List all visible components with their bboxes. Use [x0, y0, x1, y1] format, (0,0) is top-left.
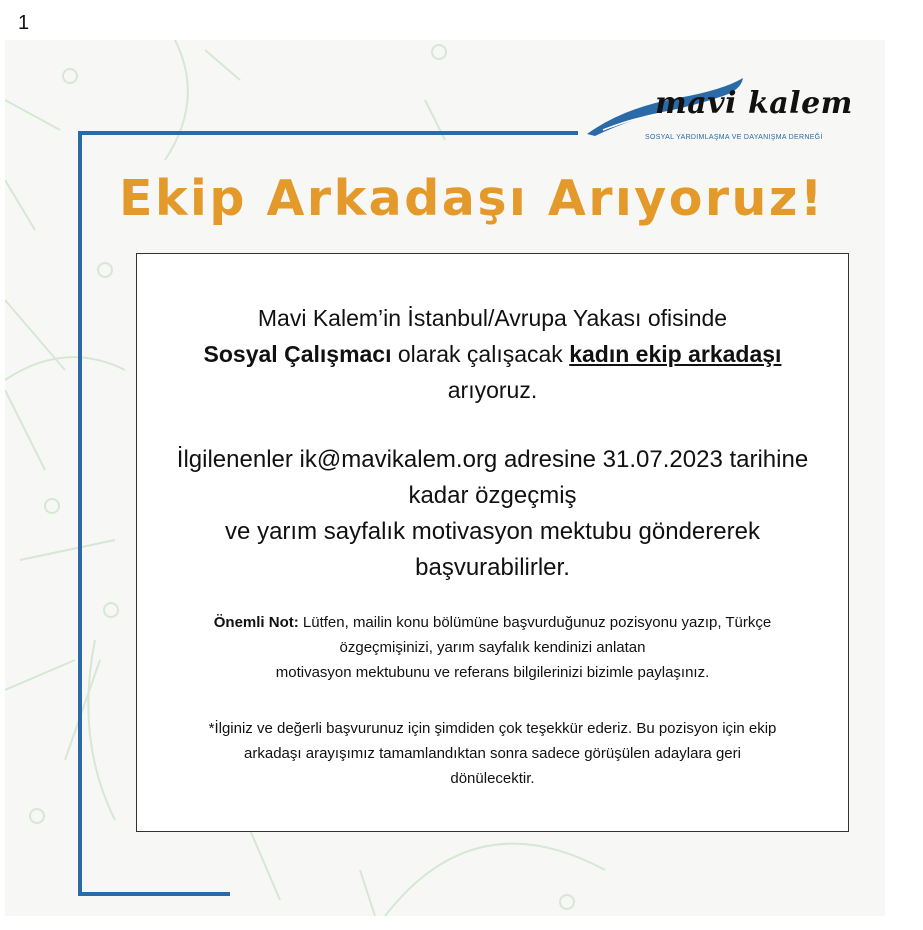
frame-left-line [78, 131, 82, 896]
intro-line-1: Mavi Kalem’in İstanbul/Avrupa Yakası ofisinde [257, 305, 728, 331]
application-paragraph [137, 442, 848, 586]
application-line-1: İlgilenenler ik@mavikalem.org adresine 31.07.2023 tarihine [176, 446, 809, 473]
note-text-1: Lütfen, mailin konu bölümüne başvurduğunuz pozisyonu yazıp, Türkçe [298, 614, 772, 631]
position-title: kadın ekip arkadaşı [569, 341, 782, 367]
thanks-note [151, 716, 834, 791]
application-line-4: başvurabilirler. [415, 554, 570, 581]
application-line-2: kadar özgeçmiş [408, 482, 577, 509]
headline: Ekip Arkadaşı Arıyoruz! [119, 170, 825, 227]
thanks-line-1: *İlginiz ve değerli başvurunuz için şimdiden çok teşekkür ederiz. Bu pozisyon için ekip [208, 720, 777, 737]
important-note [151, 610, 834, 685]
intro-middle: olarak çalışacak [391, 341, 570, 367]
logo-subtitle: SOSYAL YARDIMLAŞMA VE DAYANIŞMA DERNEĞİ [645, 134, 823, 141]
note-line-1 [151, 610, 834, 635]
thanks-line-2: arkadaşı arayışımız tamamlandıktan sonra sadece görüşülen adaylara geri [244, 745, 741, 762]
frame-bottom-line [78, 892, 230, 896]
intro-line-3: arıyoruz. [447, 377, 538, 403]
note-line-2: özgeçmişinizi, yarım sayfalık kendinizi anlatan [339, 639, 646, 656]
application-line-3: ve yarım sayfalık motivasyon mektubu göndererek [225, 518, 760, 545]
frame-top-line [78, 131, 578, 135]
intro-paragraph [137, 300, 848, 408]
thanks-line-3: dönülecektir. [450, 770, 535, 787]
note-line-3: motivasyon mektubunu ve referans bilgilerinizi bizimle paylaşınız. [275, 664, 710, 681]
logo-wordmark: mavi kalem [655, 86, 853, 121]
job-poster [5, 40, 885, 916]
note-label: Önemli Not: [213, 614, 299, 631]
page-number: 1 [18, 12, 30, 34]
intro-line-2 [137, 336, 848, 372]
role-title: Sosyal Çalışmacı [203, 341, 392, 367]
content-box [136, 253, 849, 832]
